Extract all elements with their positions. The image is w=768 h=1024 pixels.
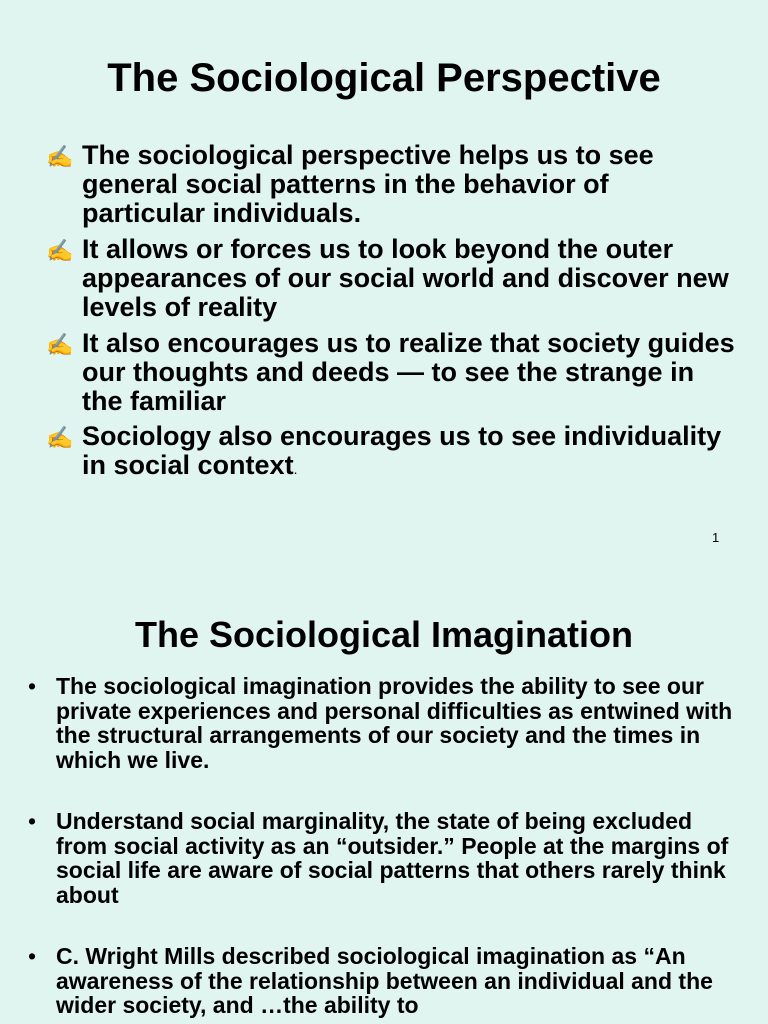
bullet-text: The sociological perspective helps us to see general social patterns in the behavior of particular individuals. bbox=[82, 140, 654, 228]
bullet-item bbox=[28, 674, 748, 772]
bullet-dot-icon: • bbox=[28, 673, 37, 699]
bullet-item bbox=[46, 141, 736, 228]
writing-hand-icon: ✍ bbox=[46, 332, 74, 357]
bullet-text: It allows or forces us to look beyond the outer appearances of our social world and discover new levels of reality bbox=[82, 234, 729, 322]
bullet-dot-icon: • bbox=[28, 943, 37, 969]
slide-sociological-imagination bbox=[0, 580, 768, 1024]
writing-hand-icon: ✍ bbox=[46, 238, 74, 263]
page-number: 1 bbox=[712, 530, 720, 545]
bullet-text: The sociological imagination provides the ability to see our private experiences and personal difficulties as entwined with the structural arrangements of our society and the times in which we live. bbox=[56, 673, 733, 773]
bullet-item bbox=[46, 422, 736, 484]
trailing-period: . bbox=[293, 461, 298, 477]
bullet-dot-icon: • bbox=[28, 808, 37, 834]
writing-hand-icon: ✍ bbox=[46, 144, 74, 169]
bullet-text: Understand social marginality, the state of being excluded from social activity as an “outsider.” People at the margins of social life are aware of social patterns that others rarely think about bbox=[56, 808, 729, 908]
slide-title: The Sociological Imagination bbox=[134, 614, 634, 655]
bullet-text: Sociology also encourages us to see individuality in social context bbox=[82, 421, 722, 480]
bullet-text-wrap bbox=[82, 422, 736, 484]
bullet-item bbox=[28, 809, 748, 907]
slide-title: The Sociological Perspective bbox=[107, 56, 661, 100]
bullet-item bbox=[46, 329, 736, 416]
writing-hand-icon: ✍ bbox=[46, 425, 74, 450]
bullet-text: It also encourages us to realize that society guides our thoughts and deeds — to see the strange in the familiar bbox=[82, 328, 735, 416]
bullet-text: C. Wright Mills described sociological imagination as “An awareness of the relationship between an individual and the wider society, and …the ability to bbox=[56, 943, 713, 1018]
bullet-item bbox=[46, 235, 736, 322]
bullet-item bbox=[28, 944, 748, 1018]
